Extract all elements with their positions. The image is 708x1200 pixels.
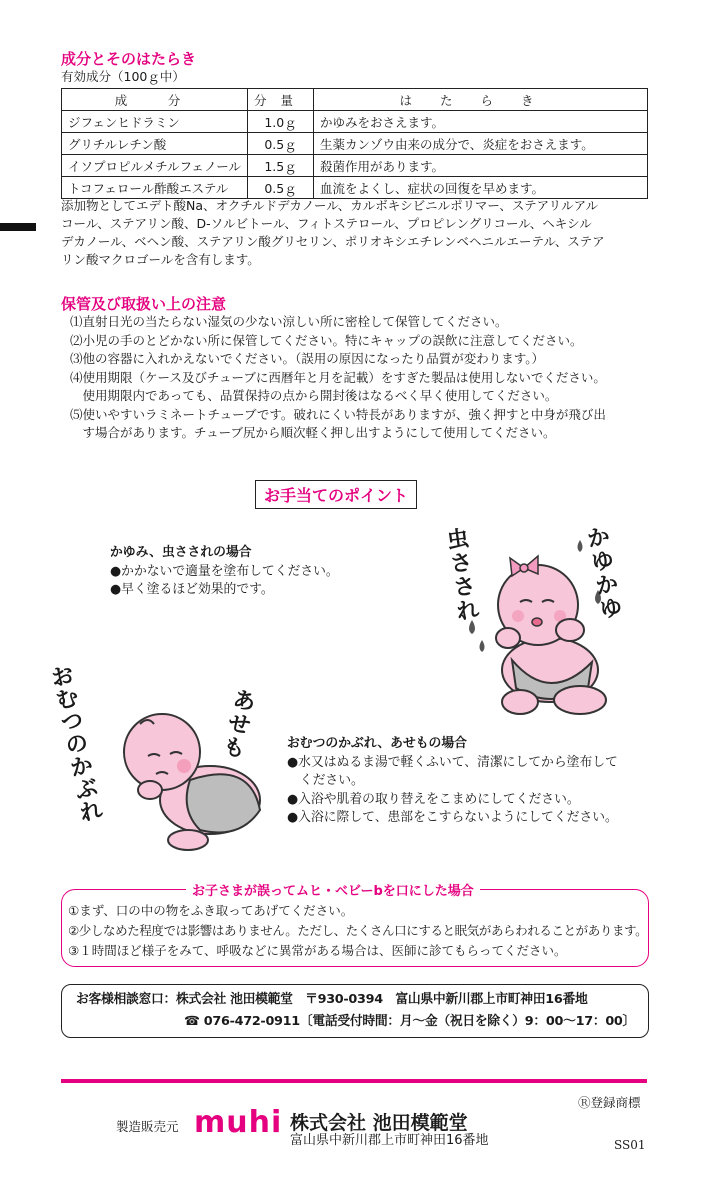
storage-item: ⑵小児の手のとどかない所に保管してください。特にキャップの誤飲に注意してください。: [70, 332, 583, 348]
additives-line: デカノール、ベヘン酸、ステアリン酸グリセリン、ポリオキシエチレンベヘニルエーテル、ステア: [61, 234, 605, 249]
additives-line: リン酸マクロゴールを含有します。: [61, 252, 260, 267]
omutsu-char: の: [63, 730, 91, 760]
warning-item: ③１時間ほど様子をみて、呼吸などに異常がある場合は、医師に診てもらってください。: [68, 943, 567, 958]
ingredient-amount: 1.5ｇ: [248, 155, 314, 177]
asemo-char: あ: [230, 687, 258, 717]
ingredient-name: ジフェンヒドラミン: [62, 111, 248, 133]
ingredient-name: トコフェロール酢酸エステル: [62, 177, 248, 199]
maker-label: 製造販売元: [116, 1119, 179, 1134]
storage-title: 保管及び取扱い上の注意: [61, 295, 227, 313]
omutsu-char: お: [49, 662, 77, 692]
omutsu-char: ぶ: [73, 775, 100, 805]
footer-divider: [61, 1079, 647, 1083]
ingredient-effect: 生薬カンゾウ由来の成分で、炎症をおさえます。: [314, 133, 648, 155]
storage-list: [70, 313, 606, 443]
ingredient-amount: 0.5ｇ: [248, 133, 314, 155]
company-address: 富山県中新川郡上市町神田16番地: [290, 1133, 489, 1148]
warning-item: ②少しなめた程度では影響はありません。ただし、たくさん口にすると眠気があらわれることがあります。: [68, 923, 648, 938]
ingredients-table: [61, 88, 648, 199]
ingestion-warning-list: [68, 901, 647, 961]
ingestion-warning-title: お子さまが誤ってムヒ・ベビーbを口にした場合: [186, 880, 480, 899]
contact-phone: ☎ 076-472-0911〔電話受付時間：月～金（祝日を除く）9：00～17：00〕: [184, 1014, 636, 1029]
mushisasare-char: さ: [448, 549, 474, 578]
omutsu-char: む: [54, 685, 81, 715]
omutsu-char: れ: [78, 797, 105, 827]
edge-tab-marker: [0, 223, 36, 231]
col-header-effect: はたらき: [314, 89, 648, 111]
asemo-char: も: [220, 734, 248, 764]
additives-line: コール、ステアリン酸、D-ソルビトール、フィトステロール、プロピレングリコール、ヘキシル: [61, 216, 592, 231]
storage-item: ⑷使用期限（ケース及びチューブに西暦年と月を記載）をすぎた製品は使用しないでください。: [70, 369, 606, 385]
muhi-logo: muhi: [194, 1105, 283, 1140]
bite-care-title: かゆみ、虫さされの場合: [110, 545, 252, 560]
baby-hand: [556, 619, 584, 641]
company-name: 株式会社 池田模範堂: [290, 1112, 468, 1134]
ingredient-amount: 1.0ｇ: [248, 111, 314, 133]
rash-care-item: ●入浴や肌着の取り替えをこまめにしてください。: [287, 791, 580, 807]
ingredient-amount: 0.5ｇ: [248, 177, 314, 199]
baby-foot: [502, 690, 538, 714]
ingredient-effect: かゆみをおさえます。: [314, 111, 648, 133]
kayukayu-char: ゆ: [598, 595, 625, 624]
ingredient-effect: 血流をよくし、症状の回復を早めます。: [314, 177, 648, 199]
rash-care-block: [287, 735, 618, 828]
storage-item: ⑶他の容器に入れかえないでください。（誤用の原因になったり品質が変わります。）: [70, 351, 545, 366]
product-code: SS01: [614, 1138, 646, 1152]
bite-care-item: ●早く塗るほど効果的です。: [110, 582, 274, 597]
table-header-row: [62, 89, 648, 111]
storage-item: ⑴直射日光の当たらない湿気の少ない涼しい所に密栓して保管してください。: [70, 314, 508, 329]
care-points-title: お手当てのポイント: [255, 480, 417, 509]
ingredient-effect: 殺菌作用があります。: [314, 155, 648, 177]
mushisasare-char: 虫: [445, 526, 471, 555]
baby-leg: [554, 686, 606, 714]
customer-contact-text: [76, 989, 635, 1033]
baby-hand: [138, 781, 162, 799]
storage-item: す場合があります。チューブ尻から順次軽く押し出すようにして使用してください。: [70, 425, 556, 440]
baby-foot: [168, 830, 208, 850]
mushisasare-char: れ: [455, 597, 481, 626]
table-row: [62, 133, 648, 155]
ingredient-name: イソプロピルメチルフェノール: [62, 155, 248, 177]
ingredients-title: 成分とそのはたらき: [61, 50, 197, 68]
kayukayu-char: か: [585, 524, 612, 553]
kayukayu-char: ゆ: [589, 547, 616, 577]
table-row: [62, 155, 648, 177]
additives-line: 添加物としてエデト酸Na、オクチルドデカノール、カルボキシビニルポリマー、ステアリルアル: [61, 198, 599, 213]
contact-line: お客様相談窓口：株式会社 池田模範堂 〒930-0394 富山県中新川郡上市町神田16番地: [76, 992, 588, 1007]
table-row: [62, 111, 648, 133]
col-header-name: 成 分: [62, 89, 248, 111]
baby-hand: [496, 628, 520, 648]
rash-care-item: ●入浴に際して、患部をこすらないようにしてください。: [287, 810, 618, 825]
kayukayu-char: か: [594, 571, 621, 600]
omutsu-char: か: [68, 752, 96, 782]
omutsu-char: つ: [58, 707, 86, 737]
trademark-note: Ⓡ登録商標: [578, 1095, 641, 1110]
col-header-amount: 分量: [248, 89, 314, 111]
additives-text: [61, 197, 605, 269]
bite-care-block: [110, 544, 339, 600]
ingredient-name: グリチルレチン酸: [62, 133, 248, 155]
rash-care-title: おむつのかぶれ、あせもの場合: [287, 736, 467, 751]
bite-care-item: ●かかないで適量を塗布してください。: [110, 563, 339, 579]
rash-care-item: ください。: [287, 773, 364, 788]
baby-head: [124, 714, 200, 790]
storage-item: ⑸使いやすいラミネートチューブです。破れにくい特長がありますが、強く押すと中身が飛び出: [70, 406, 606, 422]
table-row: [62, 177, 648, 199]
asemo-char: せ: [225, 710, 253, 740]
ingredients-subtitle: 有効成分（100ｇ中）: [61, 69, 185, 84]
warning-item: ①まず、口の中の物をふき取ってあげてください。: [68, 903, 354, 918]
storage-item: 使用期限内であっても、品質保持の点から開封後はなるべく早く使用してください。: [70, 388, 558, 403]
mushisasare-char: さ: [451, 573, 478, 602]
rash-care-item: ●水又はぬるま湯で軽くふいて、清潔にしてから塗布して: [287, 754, 618, 770]
